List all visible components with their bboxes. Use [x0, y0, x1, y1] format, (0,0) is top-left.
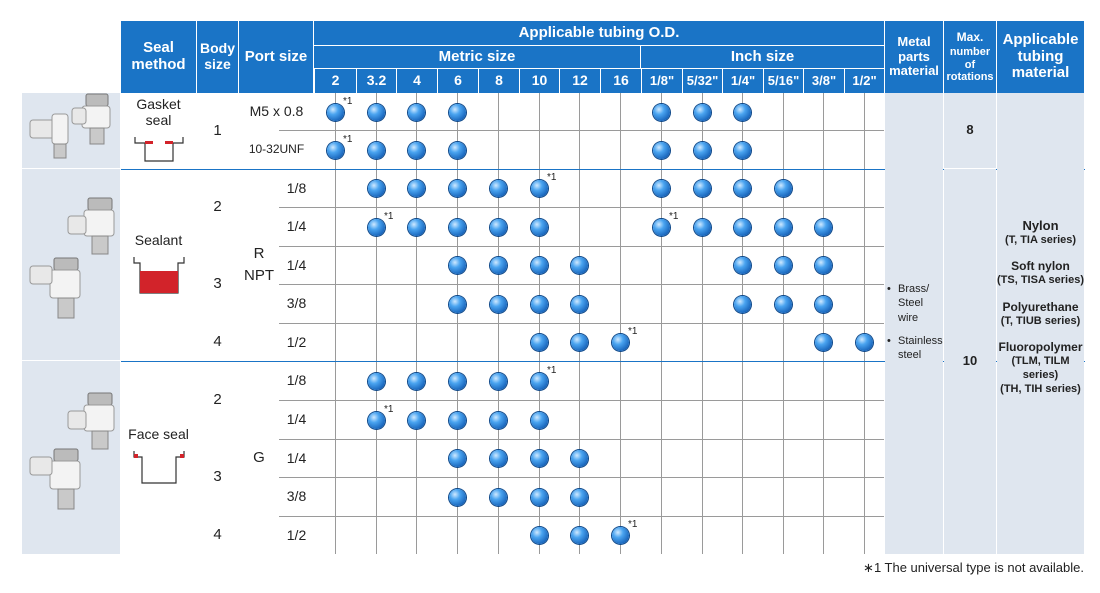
section-divider — [121, 169, 197, 170]
port-size-cell: M5 x 0.8 — [249, 103, 304, 120]
availability-dot — [490, 373, 507, 390]
availability-dot — [490, 219, 507, 236]
availability-dot — [449, 450, 466, 467]
availability-dot — [653, 142, 670, 159]
grid-line — [783, 93, 784, 554]
availability-dot — [531, 527, 548, 544]
seal-method-label: Gasket seal — [136, 96, 181, 129]
rotations-gasket: 8 — [944, 93, 996, 168]
availability-dot — [368, 412, 385, 429]
availability-dot — [449, 104, 466, 121]
tubing-material-name: Soft nylon — [1011, 259, 1070, 274]
metal-item-label: Stainless steel — [898, 335, 943, 362]
metal-item-stainless: • Stainless steel — [887, 335, 943, 362]
availability-dot — [856, 334, 873, 351]
availability-dot — [449, 142, 466, 159]
availability-dot — [449, 257, 466, 274]
availability-dot — [531, 334, 548, 351]
tubing-material-series: (TLM, TILM series) (TH, TIH series) — [1000, 354, 1081, 396]
availability-dot — [408, 142, 425, 159]
tubing-material-name: Polyurethane — [1002, 299, 1079, 314]
header-metal-parts-material: Metal parts material — [885, 21, 943, 93]
column-header: 8 — [479, 69, 519, 93]
availability-dot — [694, 104, 711, 121]
grid-line — [279, 516, 884, 517]
column-header: 2 — [315, 69, 356, 93]
grid-line — [279, 207, 884, 208]
grid-line — [702, 93, 703, 554]
availability-dot — [653, 180, 670, 197]
availability-dot — [775, 219, 792, 236]
footnote-mark: *1 — [384, 403, 394, 415]
availability-dot — [408, 104, 425, 121]
grid-line — [539, 93, 540, 554]
port-size-cell: 1/4 — [286, 256, 307, 273]
column-header: 3/8" — [804, 69, 844, 93]
body-size-cell: 2 — [213, 390, 222, 408]
tubing-material-item — [997, 300, 1084, 328]
body-size-cell: 3 — [213, 468, 222, 486]
availability-dot — [408, 373, 425, 390]
port-size-cell: 1/8 — [286, 372, 307, 389]
port-size-cell: 1/8 — [286, 179, 307, 196]
column-header: 1/2" — [845, 69, 884, 93]
availability-dot — [734, 219, 751, 236]
metal-item-brass: • Brass/ Steel wire — [887, 282, 943, 325]
header-port-size: Port size — [239, 21, 313, 93]
column-header: 1/8" — [642, 69, 682, 93]
column-header: 1/4" — [723, 69, 763, 93]
availability-dot — [571, 489, 588, 506]
grid-line — [279, 284, 884, 285]
availability-dot — [490, 489, 507, 506]
grid-line — [279, 323, 884, 324]
fitting-image — [24, 82, 120, 168]
availability-dot — [490, 450, 507, 467]
tubing-material-item — [997, 259, 1084, 287]
footnote-mark: *1 — [628, 519, 638, 530]
footnote-mark: *1 — [343, 95, 353, 107]
body-size-cell: 4 — [213, 526, 222, 544]
availability-dot — [408, 219, 425, 236]
port-size-cell: 1/2 — [286, 333, 307, 350]
header-max-rotations — [944, 21, 996, 93]
sealant-seal-icon — [128, 253, 190, 297]
availability-dot — [490, 180, 507, 197]
availability-dot — [327, 104, 344, 121]
availability-dot — [327, 142, 344, 159]
availability-dot — [734, 142, 751, 159]
column-header: 3.2 — [357, 69, 396, 93]
availability-dot — [694, 180, 711, 197]
seal-method-gasket — [121, 93, 196, 168]
availability-dot — [571, 296, 588, 313]
grid-line — [416, 93, 417, 554]
grid-line — [620, 93, 621, 554]
availability-dot — [775, 296, 792, 313]
port-size-cell: 3/8 — [286, 295, 307, 312]
face-seal-icon — [128, 447, 190, 489]
thread-type-g: G — [253, 448, 265, 466]
port-size-cell: 1/4 — [286, 218, 307, 235]
availability-dot — [734, 296, 751, 313]
availability-dot — [612, 334, 629, 351]
availability-dot — [368, 180, 385, 197]
tubing-material-list — [997, 218, 1084, 409]
seal-method-label: Sealant — [134, 232, 183, 249]
header-seal-method: Seal method — [121, 21, 196, 93]
availability-dot — [815, 334, 832, 351]
availability-dot — [408, 412, 425, 429]
grid-line — [579, 93, 580, 554]
grid-line — [376, 93, 377, 554]
availability-dot — [490, 412, 507, 429]
availability-dot — [449, 489, 466, 506]
fitting-image — [24, 190, 120, 340]
column-header: 5/16" — [764, 69, 803, 93]
grid-line — [335, 93, 336, 554]
tubing-material-item — [997, 218, 1084, 247]
availability-dot — [368, 104, 385, 121]
availability-dot — [368, 142, 385, 159]
availability-dot — [653, 219, 670, 236]
availability-dot — [531, 373, 548, 390]
availability-dot — [653, 104, 670, 121]
column-header: 16 — [601, 69, 641, 93]
availability-dot — [531, 257, 548, 274]
availability-dot — [490, 257, 507, 274]
availability-dot — [449, 412, 466, 429]
availability-dot — [368, 373, 385, 390]
footnote: ∗1 The universal type is not available. — [863, 560, 1084, 575]
seal-method-sealant — [121, 169, 196, 360]
header-applicable-tubing-od: Applicable tubing O.D. — [314, 21, 884, 45]
availability-dot — [531, 180, 548, 197]
grid-line — [279, 439, 884, 440]
column-header: 4 — [397, 69, 437, 93]
port-size-cell: 3/8 — [286, 488, 307, 505]
availability-dot — [612, 527, 629, 544]
grid-line — [742, 93, 743, 554]
availability-dot — [531, 450, 548, 467]
availability-dot — [815, 257, 832, 274]
body-size-cell: 1 — [213, 121, 222, 139]
footnote-mark: *1 — [343, 133, 353, 145]
availability-dot — [531, 219, 548, 236]
availability-dot — [449, 219, 466, 236]
column-header: 5/32" — [683, 69, 722, 93]
metal-item-label: Brass/ Steel wire — [898, 283, 930, 324]
seal-method-face — [121, 361, 196, 554]
availability-dot — [571, 257, 588, 274]
grid-line — [279, 130, 884, 131]
port-size-cell: 10-32UNF — [248, 141, 305, 156]
tubing-material-series: (T, TIUB series) — [1000, 314, 1081, 327]
footnote-mark: *1 — [547, 364, 557, 376]
tubing-material-item — [997, 340, 1084, 397]
tubing-material-series: (TS, TISA series) — [997, 274, 1085, 287]
availability-dot — [531, 412, 548, 429]
seal-method-label: Face seal — [128, 426, 189, 443]
footnote-mark: *1 — [384, 210, 394, 222]
port-size-cell: 1/2 — [286, 526, 307, 543]
grid-line — [279, 477, 884, 478]
header-tubing-material: Applicable tubing material — [997, 21, 1084, 93]
grid-line — [279, 246, 884, 247]
availability-dot — [449, 373, 466, 390]
availability-dot — [734, 104, 751, 121]
footnote-mark: *1 — [669, 210, 679, 222]
grid-line — [864, 93, 865, 554]
body-size-cell: 4 — [213, 332, 222, 350]
availability-dot — [571, 527, 588, 544]
tubing-material-series: (T, TIA series) — [1004, 234, 1077, 246]
port-size-cell: 1/4 — [286, 411, 307, 428]
rotations-other: 10 — [944, 169, 996, 554]
body-size-cell: 2 — [213, 197, 222, 215]
gasket-seal-icon — [129, 131, 189, 167]
availability-dot — [775, 257, 792, 274]
max-rotations-line2: number of rotations — [946, 46, 994, 83]
header-inch-size: Inch size — [641, 46, 884, 68]
thread-type-r-npt: R NPT — [244, 244, 274, 284]
grid-line — [823, 93, 824, 554]
availability-dot — [815, 219, 832, 236]
grid-line — [279, 400, 884, 401]
column-header: 6 — [438, 69, 478, 93]
column-header: 12 — [560, 69, 600, 93]
header-body-size: Body size — [197, 21, 238, 93]
footnote-mark: *1 — [547, 172, 557, 183]
availability-dot — [571, 334, 588, 351]
max-rotations-line1: Max. — [956, 29, 984, 44]
availability-dot — [368, 219, 385, 236]
section-divider — [121, 361, 197, 362]
availability-dot — [449, 180, 466, 197]
tubing-material-name: Fluoropolymer — [998, 339, 1083, 354]
port-size-cell: 1/4 — [286, 449, 307, 466]
grid-line — [457, 93, 458, 554]
availability-dot — [449, 296, 466, 313]
availability-dot — [775, 180, 792, 197]
body-size-cell: 3 — [213, 274, 222, 292]
availability-dot — [815, 296, 832, 313]
footnote-mark: *1 — [628, 326, 638, 337]
grid-line — [498, 93, 499, 554]
column-header: 10 — [520, 69, 559, 93]
grid-line — [661, 93, 662, 554]
availability-dot — [571, 450, 588, 467]
tubing-material-name: Nylon — [1022, 218, 1059, 233]
availability-dot — [531, 489, 548, 506]
availability-dot — [490, 296, 507, 313]
fitting-image — [24, 385, 120, 535]
availability-dot — [408, 180, 425, 197]
availability-dot — [734, 180, 751, 197]
header-metric-size: Metric size — [314, 46, 640, 68]
availability-dot — [531, 296, 548, 313]
availability-dot — [694, 142, 711, 159]
availability-dot — [734, 257, 751, 274]
availability-dot — [694, 219, 711, 236]
